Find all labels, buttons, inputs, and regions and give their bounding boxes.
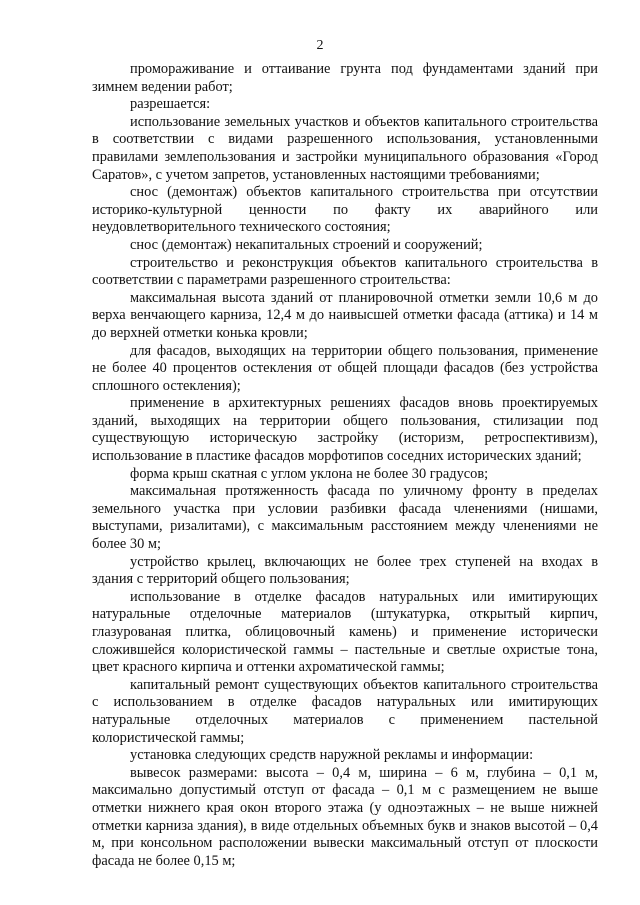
paragraph-capital-repair: капитальный ремонт существующих объектов капитального строительства с использованием в отделке фасадов натуральных или имитирующих натуральные отделочных материалов с применением пастельной колористической гаммы;	[92, 676, 598, 746]
paragraph-facade-materials: использование в отделке фасадов натуральных или имитирующих натуральные отделочные материалов (штукатурка, открытый кирпич, глазурованая плитка, облицовочный камень) и применение исторически сложившейся колористической гаммы – пастельные и светлые охристые тона, цвет красного кирпича и оттенки ахроматической гаммы;	[92, 588, 598, 676]
paragraph-construction-parameters: строительство и реконструкция объектов капитального строительства в соответствии с параметрами разрешенного строительства:	[92, 254, 598, 289]
paragraph-facade-length: максимальная протяженность фасада по уличному фронту в пределах земельного участка при условии разбивки фасада членениями (нишами, выступами, ризалитами), с максимальным расстоянием между членениями не более 30 м;	[92, 483, 598, 553]
paragraph-land-use: использование земельных участков и объектов капитального строительства в соответствии с видами разрешенного использования, установленными правилами землепользования и застройки муниципального образования «Город Саратов», с учетом запретов, установленных настоящими требованиями;	[92, 113, 598, 183]
paragraph-demolition-noncapital: снос (демонтаж) некапитальных строений и сооружений;	[130, 236, 483, 253]
paragraph-glazing: для фасадов, выходящих на территории общего пользования, применение не более 40 процентов остекления от общей площади фасадов (без устройства сплошного остекления);	[92, 342, 598, 394]
paragraph-permitted-heading: разрешается:	[130, 96, 211, 113]
paragraph-architectural-style: применение в архитектурных решениях фасадов вновь проектируемых зданий, выходящих на территории общего пользования, стилизации под существующую историческую застройку (историзм, ретроспективизм), использование в пластике фасадов морфотипов соседних исторических зданий;	[92, 395, 598, 465]
paragraph-demolition-capital: снос (демонтаж) объектов капитального строительства при отсутствии историко-культурной ценности по факту их аварийного или неудовлетворительного технического состояния;	[92, 184, 598, 236]
page-number: 2	[316, 38, 324, 53]
paragraph-signboards: вывесок размерами: высота – 0,4 м, ширина – 6 м, глубина – 0,1 м, максимально допустимый отступ от фасада – 0,1 м с размещением не выше отметки нижнего края окон второго этажа (у одноэтажных – не выше нижней отметки карниза здания), в виде отдельных объемных букв и знаков высотой – 0,4 м, при консольном расположении вывески максимальный отступ от плоскости фасада не более 0,15 м;	[92, 764, 598, 869]
paragraph-max-height: максимальная высота зданий от планировочной отметки земли 10,6 м до верха венчающего карниза, 12,4 м до наивысшей отметки фасада (аттика) и 14 м до верхней отметки конька кровли;	[92, 289, 598, 341]
document-body	[92, 61, 598, 870]
paragraph-roof-shape: форма крыш скатная с углом уклона не более 30 градусов;	[130, 465, 489, 482]
paragraph-freezing-thawing: промораживание и оттаивание грунта под фундаментами зданий при зимнем ведении работ;	[92, 61, 598, 95]
paragraph-porches: устройство крылец, включающих не более трех ступеней на входах в здания с территорий общего пользования;	[92, 553, 598, 588]
paragraph-advertising: установка следующих средств наружной рекламы и информации:	[130, 747, 534, 764]
